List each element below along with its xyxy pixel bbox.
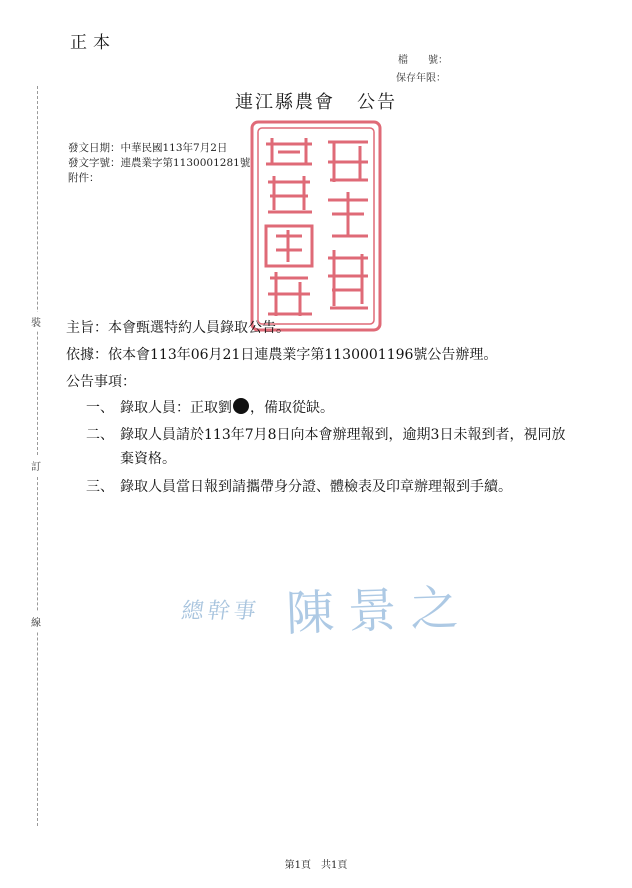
title-org: 連江縣農會 xyxy=(235,92,335,113)
announcement-item-3 xyxy=(86,475,572,499)
official-seal-stamp xyxy=(248,118,384,334)
item-text-after: ，備取從缺。 xyxy=(250,400,334,416)
signature-name: 陳景之 xyxy=(285,579,474,643)
page-total: 共1頁 xyxy=(321,860,348,871)
announcement-item-2 xyxy=(86,423,572,471)
binding-mark-1: 裝 xyxy=(31,312,41,331)
announcement-item-1 xyxy=(86,396,572,420)
item-number: 三、 xyxy=(86,479,114,495)
binding-mark-2: 訂 xyxy=(31,456,41,475)
basis-line: 依據：依本會113年06月21日連農業字第1130001196號公告辦理。 xyxy=(66,347,498,363)
item-text: 錄取人員請於113年7月8日向本會辦理報到，逾期3日未報到者，視同放棄資格。 xyxy=(120,427,566,467)
binding-mark-3: 線 xyxy=(31,612,41,631)
items-heading: 公告事項： xyxy=(66,374,136,390)
redaction-mark xyxy=(233,398,249,414)
document-number: 發文字號：連農業字第1130001281號 xyxy=(68,157,251,169)
copy-label: 正本 xyxy=(70,33,116,53)
item-text: 錄取人員當日報到請攜帶身分證、體檢表及印章辦理報到手續。 xyxy=(120,479,512,495)
file-number-label: 檔 號： xyxy=(398,55,448,66)
attachment-label: 附件： xyxy=(68,172,100,184)
item-number: 二、 xyxy=(86,427,114,443)
title-kind: 公告 xyxy=(357,92,397,113)
page-number: 第1頁 xyxy=(284,860,311,871)
document-title xyxy=(0,88,632,114)
signature-title: 總幹事 xyxy=(179,599,262,624)
item-number: 一、 xyxy=(86,400,114,416)
retention-label: 保存年限： xyxy=(396,73,446,84)
page-footer xyxy=(0,856,632,871)
subject-line: 主旨：本會甄選特約人員錄取公告。 xyxy=(66,320,290,336)
item-text-before: 錄取人員：正取劉 xyxy=(120,400,232,416)
issue-date: 發文日期：中華民國113年7月2日 xyxy=(68,142,228,154)
